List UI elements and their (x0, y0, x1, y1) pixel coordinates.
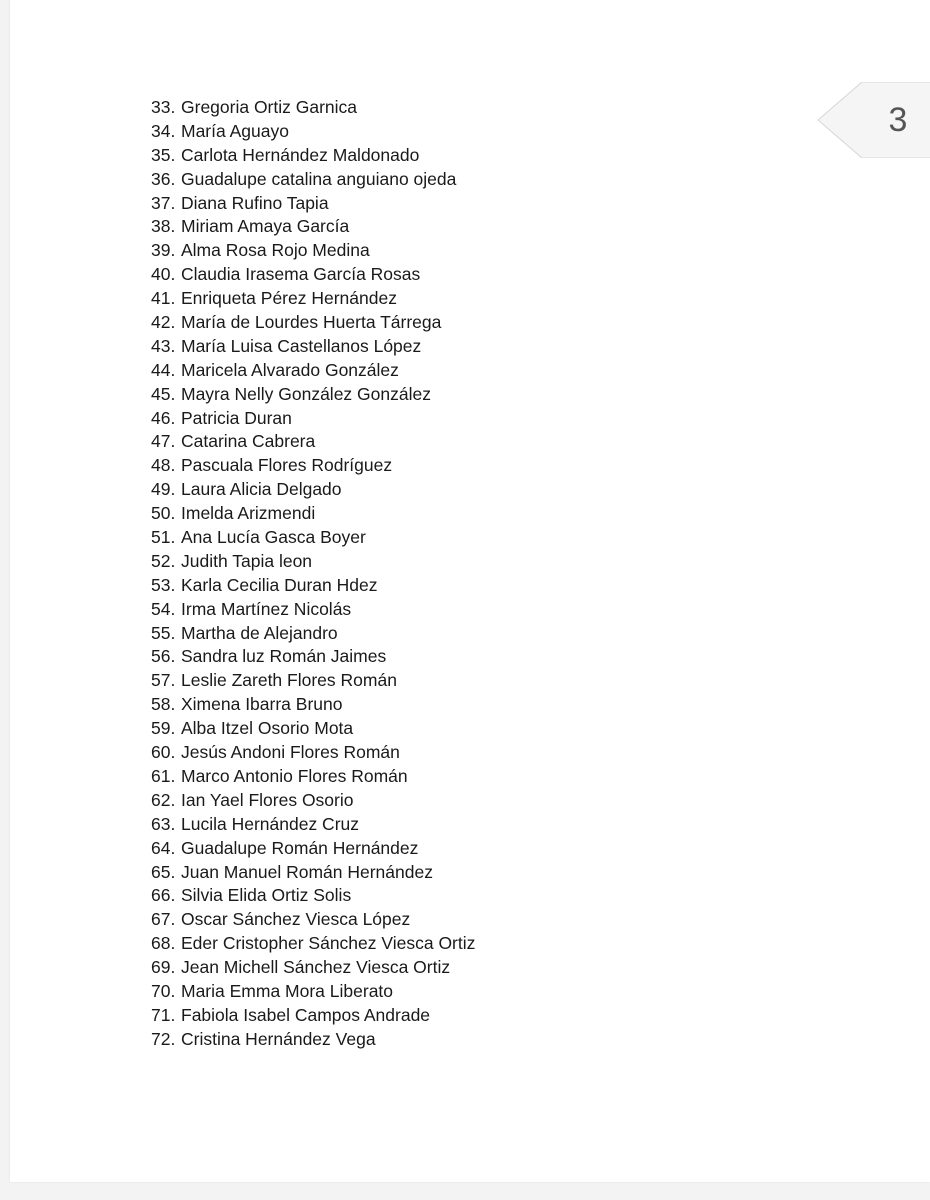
list-item-number: 44. (151, 359, 176, 380)
list-item-name: Martha de Alejandro (181, 622, 338, 643)
list-item (151, 789, 475, 813)
list-item-number: 61. (151, 765, 176, 786)
list-item-name: Enriqueta Pérez Hernández (181, 288, 397, 309)
list-item (151, 1028, 475, 1052)
list-item-number: 65. (151, 861, 176, 882)
list-item-name: María Aguayo (181, 120, 289, 141)
list-item (151, 1004, 475, 1028)
list-item-number: 56. (151, 646, 176, 667)
list-item-number: 67. (151, 909, 176, 930)
list-item-number: 51. (151, 527, 176, 548)
list-item-number: 50. (151, 503, 176, 524)
list-item-name: Leslie Zareth Flores Román (181, 670, 397, 691)
list-item (151, 430, 475, 454)
list-item-number: 53. (151, 574, 176, 595)
list-item (151, 215, 475, 239)
list-item-name: Irma Martínez Nicolás (181, 598, 352, 619)
list-item-name: Gregoria Ortiz Garnica (181, 97, 358, 117)
list-item (151, 741, 475, 765)
list-item (151, 263, 475, 287)
list-item-number: 71. (151, 1004, 176, 1025)
list-item-name: Catarina Cabrera (181, 431, 316, 452)
list-item (151, 550, 475, 574)
list-item-number: 64. (151, 837, 176, 858)
list-item-number: 47. (151, 431, 176, 452)
list-item (151, 598, 475, 622)
list-item-number: 55. (151, 622, 176, 643)
list-item (151, 717, 475, 741)
list-item-name: Oscar Sánchez Viesca López (181, 909, 411, 930)
list-item (151, 168, 475, 192)
list-item-number: 72. (151, 1028, 176, 1049)
list-item-name: Maricela Alvarado González (181, 359, 399, 380)
list-item-number: 39. (151, 240, 176, 261)
list-item (151, 383, 475, 407)
list-item-name: Ian Yael Flores Osorio (181, 789, 354, 810)
list-item-number: 40. (151, 264, 176, 285)
list-item (151, 144, 475, 168)
list-item-name: Claudia Irasema García Rosas (181, 264, 421, 285)
list-item-number: 38. (151, 216, 176, 237)
list-item-name: Fabiola Isabel Campos Andrade (181, 1004, 431, 1025)
list-item-name: Jean Michell Sánchez Viesca Ortiz (181, 957, 451, 978)
list-item-name: Silvia Elida Ortiz Solis (181, 885, 352, 906)
list-item-number: 49. (151, 479, 176, 500)
list-item-name: María de Lourdes Huerta Tárrega (181, 312, 442, 333)
list-item-number: 37. (151, 192, 176, 213)
list-item-name: Alma Rosa Rojo Medina (181, 240, 370, 261)
list-item (151, 407, 475, 431)
list-item-number: 59. (151, 718, 176, 739)
list-item-name: Ximena Ibarra Bruno (181, 694, 343, 715)
list-item-name: Miriam Amaya García (181, 216, 350, 237)
list-item-number: 52. (151, 550, 176, 571)
list-item (151, 120, 475, 144)
list-item-name: Marco Antonio Flores Román (181, 765, 408, 786)
list-item-name: Guadalupe Román Hernández (181, 837, 419, 858)
list-item-name: Cristina Hernández Vega (181, 1028, 376, 1049)
list-item (151, 884, 475, 908)
list-item (151, 980, 475, 1004)
list-item (151, 956, 475, 980)
list-item (151, 765, 475, 789)
list-item (151, 287, 475, 311)
list-item-number: 69. (151, 957, 176, 978)
list-item-number: 36. (151, 168, 176, 189)
list-item (151, 502, 475, 526)
list-item-name: Mayra Nelly González González (181, 383, 431, 404)
list-item-name: Judith Tapia leon (181, 550, 313, 571)
list-item-name: Pascuala Flores Rodríguez (181, 455, 393, 476)
list-item (151, 478, 475, 502)
list-item (151, 932, 475, 956)
list-item-name: María Luisa Castellanos López (181, 335, 422, 356)
list-item-name: Maria Emma Mora Liberato (181, 980, 394, 1001)
list-item-number: 45. (151, 383, 176, 404)
list-item-number: 68. (151, 933, 176, 954)
list-item-name: Laura Alicia Delgado (181, 479, 342, 500)
list-item (151, 693, 475, 717)
list-item-name: Juan Manuel Román Hernández (181, 861, 433, 882)
list-item (151, 574, 475, 598)
list-item-number: 43. (151, 335, 176, 356)
list-item-name: Carlota Hernández Maldonado (181, 144, 420, 165)
list-item-number: 41. (151, 288, 176, 309)
list-item-name: Lucila Hernández Cruz (181, 813, 360, 834)
page-number-tab (818, 82, 930, 158)
list-item-number: 33. (151, 97, 176, 117)
list-item (151, 622, 475, 646)
list-item-name: Sandra luz Román Jaimes (181, 646, 387, 667)
list-item (151, 526, 475, 550)
list-item (151, 669, 475, 693)
list-item-number: 66. (151, 885, 176, 906)
list-item-name: Eder Cristopher Sánchez Viesca Ortiz (181, 933, 476, 954)
list-item-number: 57. (151, 670, 176, 691)
list-item (151, 645, 475, 669)
list-item-number: 46. (151, 407, 176, 428)
page-number: 3 (888, 101, 908, 139)
list-item-number: 62. (151, 789, 176, 810)
list-item-number: 42. (151, 312, 176, 333)
list-item (151, 311, 475, 335)
list-item-number: 58. (151, 694, 176, 715)
list-item-name: Patricia Duran (181, 407, 292, 428)
list-item (151, 335, 475, 359)
list-item-number: 34. (151, 120, 176, 141)
list-item-number: 60. (151, 742, 176, 763)
list-item (151, 908, 475, 932)
list-item-name: Ana Lucía Gasca Boyer (181, 527, 366, 548)
list-item-name: Jesús Andoni Flores Román (181, 742, 400, 763)
list-item-name: Karla Cecilia Duran Hdez (181, 574, 378, 595)
document-page (10, 0, 930, 1182)
list-item-name: Alba Itzel Osorio Mota (181, 718, 354, 739)
list-item-name: Diana Rufino Tapia (181, 192, 329, 213)
list-item-name: Imelda Arizmendi (181, 503, 316, 524)
list-item (151, 192, 475, 216)
list-item-number: 70. (151, 980, 176, 1001)
list-item-number: 63. (151, 813, 176, 834)
list-item (151, 96, 475, 120)
list-item (151, 837, 475, 861)
list-item (151, 359, 475, 383)
list-item-number: 48. (151, 455, 176, 476)
list-item (151, 239, 475, 263)
list-item-name: Guadalupe catalina anguiano ojeda (181, 168, 457, 189)
list-item (151, 813, 475, 837)
list-item-number: 35. (151, 144, 176, 165)
name-list (151, 96, 475, 1052)
list-item (151, 861, 475, 885)
list-item-number: 54. (151, 598, 176, 619)
list-item (151, 454, 475, 478)
